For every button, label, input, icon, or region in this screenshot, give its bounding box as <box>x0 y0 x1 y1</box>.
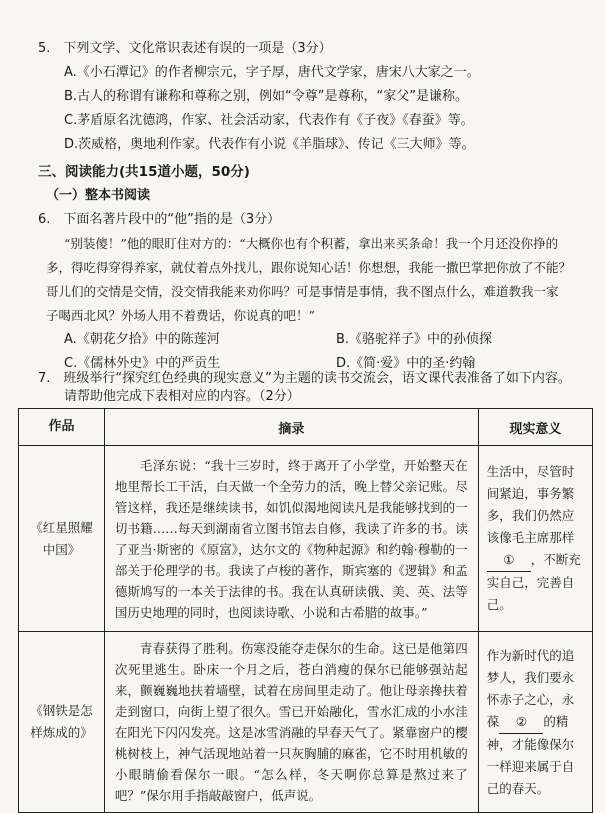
meaning-cell <box>478 632 592 813</box>
q6-option-d: D.《简·爱》中的圣·约翰 <box>336 356 476 371</box>
q6-quote-line: “别装傻！”他的眼盯住对方的：“大概你也有个积蓄，拿出来买条命！我一个月还没你挣的 <box>64 236 559 251</box>
excerpt-cell <box>104 446 478 632</box>
q5-option-c: C.茅盾原名沈德鸿，作家、社会活动家，代表作有《子夜》《春蚕》等。 <box>64 113 474 128</box>
meaning-text: 的精神，才能像保尔一样迎来属于自己的春天。 <box>486 713 575 796</box>
q6-option-a: A.《朝花夕拾》中的陈莲河 <box>64 332 220 347</box>
work-title: 《钢铁是怎样炼成的》 <box>19 632 105 813</box>
q5-option-a: A.《小石潭记》的作者柳宗元，字子厚，唐代文学家，唐宋八大家之一。 <box>64 65 480 80</box>
q6-quote-line: 哥儿们的交情是交情，没交情我能来劝你吗？可是事情是事情，我不图点什么，难道教我一家 <box>46 284 559 299</box>
meaning-text: 作为新时代的追梦人，我们要永怀赤子之心，永葆 <box>486 647 575 729</box>
work-title: 《红星照耀中国》 <box>19 446 105 632</box>
answer-blank-1[interactable]: ① <box>487 549 531 572</box>
excerpt-text: 青春获得了胜利。伤寒没能夺走保尔的生命。这已是他第四次死里逃生。卧床一个月之后，苍白消瘦的保尔已能够强站起来，颤巍巍地扶着墙壁，试着在房间里走动了。他让母亲搀扶着走到窗口，向街上望了很久。雪已开始融化，雪水汇成的小水洼在阳光下闪闪发亮。这是冰雪消融的早春天气了。紧靠窗户的樱桃树枝上，神气活现地站着一只灰胸脯的麻雀，它不时用机敏的小眼睛偷看保尔一眼。“怎么样，冬天啊你总算是熬过来了吧？”保尔用手指敲敲窗户，低声说。 <box>114 641 468 803</box>
q5-option-b: B.古人的称谓有谦称和尊称之别，例如“令尊”是尊称，“家父”是谦称。 <box>64 89 468 104</box>
q6-option-b: B.《骆驼祥子》中的孙侦探 <box>336 332 493 347</box>
subsection-title: （一）整本书阅读 <box>46 188 151 203</box>
q6-quote-line: 子喝西北风？外场人用不着费话，你说真的吧！” <box>46 308 315 323</box>
excerpt-text: 毛泽东说：“我十三岁时，终于离开了小学堂，开始整天在地里帮长工干活，白天做一个全劳力的活，晚上替父亲记账。尽管这样，我还是继续读书，如饥似渴地阅读凡是我能够找到的一切书籍……每天到湖南省立图书馆去自修，我读了许多的书。读了亚当·斯密的《原富》，达尔文的《物种起源》和约翰·穆勒的一部关于伦理学的书。我读了卢梭的著作，斯宾塞的《逻辑》和孟德斯鸠写的一本关于法律的书。我在认真研读俄、美、英、法等国历史地理的同时，也阅读诗歌、小说和古希腊的故事。” <box>114 457 468 620</box>
meaning-text: 生活中，尽管时间紧迫，事务繁多，我们仍然应该像毛主席那样 <box>486 464 575 545</box>
header-work: 作品 <box>19 409 105 446</box>
meaning-text: ，不断充实自己，完善自己。 <box>486 552 581 612</box>
header-meaning: 现实意义 <box>478 409 592 446</box>
q7-stem: 7. 班级举行“探究红色经典的现实意义”为主题的读书交流会，语文课代表准备了如下内容。 <box>38 371 571 386</box>
q6-option-c: C.《儒林外史》中的严贡生 <box>64 356 221 371</box>
answer-blank-2[interactable]: ② <box>499 711 543 734</box>
table-header-row <box>19 409 593 446</box>
q5-stem: 5. 下列文学、文化常识表述有误的一项是（3分） <box>38 41 332 56</box>
q5-option-d: D.茨威格，奥地利作家。代表作有小说《羊脂球》、传记《三大师》等。 <box>64 137 475 152</box>
section-title: 三、阅读能力(共15道小题，50分) <box>38 164 250 180</box>
q6-quote-line: 多，得吃得穿得养家，就仗着点外找儿，跟你说知心话！你想想，我能一撒巴掌把你放了不能？ <box>46 260 572 275</box>
header-excerpt: 摘录 <box>104 409 478 446</box>
q6-stem: 6. 下面名著片段中的“他”指的是（3分） <box>38 212 281 227</box>
meaning-cell <box>478 446 592 632</box>
table-row <box>19 446 593 632</box>
q7-stem-cont: 请帮助他完成下表相对应的内容。（2分） <box>64 389 300 404</box>
table-row <box>19 632 593 813</box>
excerpt-cell <box>104 632 478 813</box>
reading-table <box>18 408 593 813</box>
